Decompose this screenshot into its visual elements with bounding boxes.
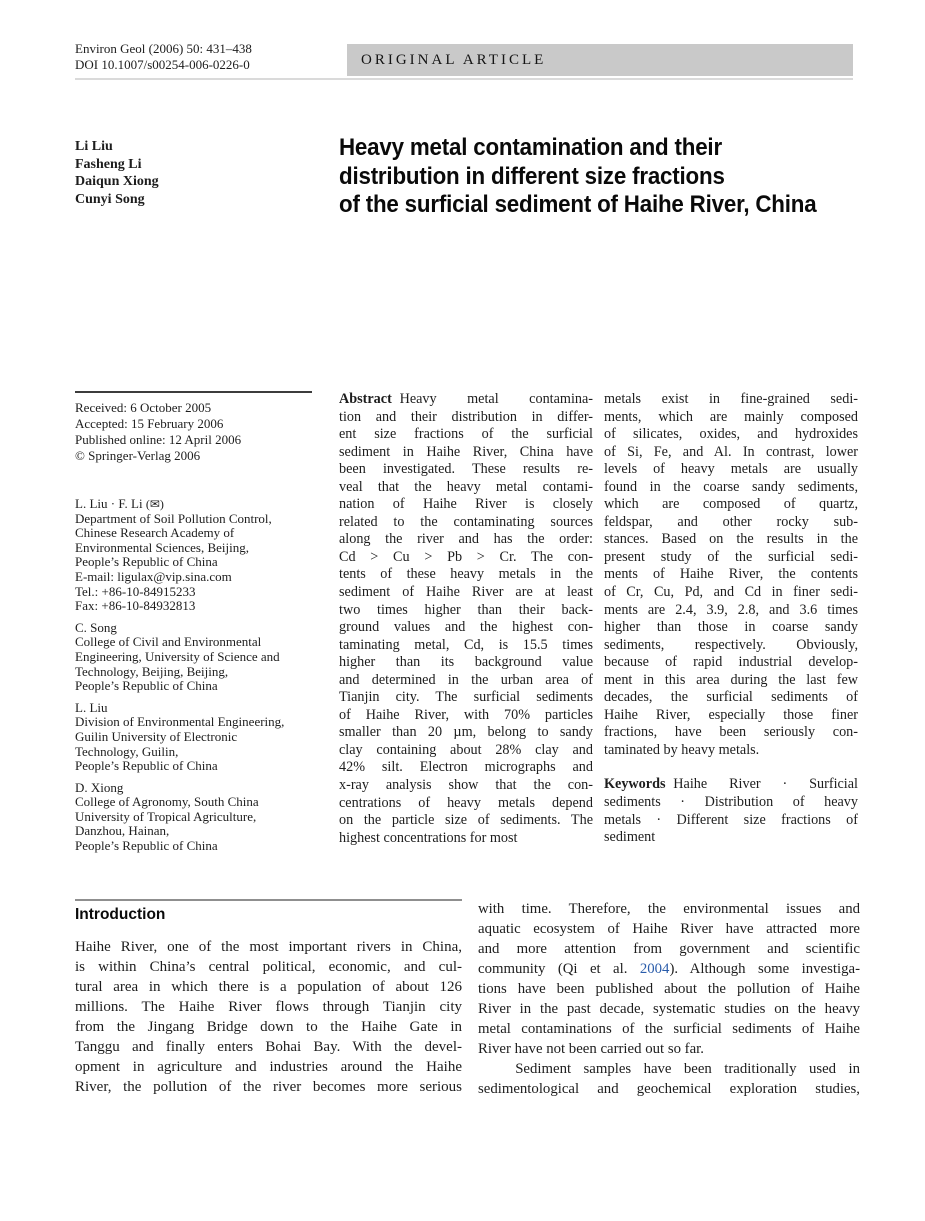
envelope-icon: (✉) bbox=[145, 497, 164, 511]
text-line: centrations of heavy metals depend bbox=[339, 794, 593, 811]
section-heading-introduction: Introduction bbox=[75, 906, 166, 923]
text-line: which are composed of quartz, bbox=[604, 496, 858, 513]
text-line: E-mail: ligulax@vip.sina.com bbox=[75, 568, 232, 584]
text-line: tents of these heavy metals in the bbox=[339, 566, 593, 583]
text-line: aquatic ecosystem of Haihe River have attracted more bbox=[478, 921, 860, 937]
text-line: Engineering, University of Science and bbox=[75, 648, 280, 664]
text-line: and determined in the urban area of bbox=[339, 671, 593, 688]
header-divider bbox=[75, 78, 853, 80]
text-line: Haihe River, one of the most important rivers in China, bbox=[75, 939, 462, 955]
text-line: related to the contaminating sources bbox=[339, 513, 593, 530]
text-line: Published online: 12 April 2006 bbox=[75, 432, 242, 447]
text-line: of silicates, oxides, and hydroxides bbox=[604, 426, 858, 443]
citation-line-after: ). Although some investiga- bbox=[669, 961, 860, 977]
affiliation-address bbox=[75, 635, 312, 693]
affiliation-address bbox=[75, 795, 312, 853]
abstract-col1-last-line: highest concentrations for most bbox=[339, 829, 518, 846]
text-line: Danzhou, Hainan, bbox=[75, 823, 170, 839]
sidebar-divider bbox=[75, 391, 312, 393]
text-line: clay containing about 28% clay and bbox=[339, 741, 593, 758]
citation-line bbox=[478, 959, 860, 979]
text-line: ments, which are mainly composed bbox=[604, 408, 858, 425]
text-line: found in the coarse sandy sediments, bbox=[604, 478, 858, 495]
article-sidebar bbox=[75, 391, 312, 854]
text-line: River in the past decade, systematic studies on the heavy bbox=[478, 1001, 860, 1017]
text-line: two times higher than their back- bbox=[339, 601, 593, 618]
text-line: with time. Therefore, the environmental issues and bbox=[478, 901, 860, 917]
text-line: Daiqun Xiong bbox=[75, 174, 159, 189]
text-line: fractions, have been seriously con- bbox=[604, 724, 858, 741]
text-line: Department of Soil Pollution Control, bbox=[75, 510, 272, 526]
text-line: veal that the heavy metal contami- bbox=[339, 478, 593, 495]
affiliation-address bbox=[75, 715, 312, 773]
abstract-first-line bbox=[339, 391, 593, 409]
text-line: Tel.: +86-10-84915233 bbox=[75, 583, 196, 599]
keywords-block bbox=[604, 776, 858, 846]
text-line: ments of Haihe River, the contents bbox=[604, 566, 858, 583]
text-line: higher than those in coarse sandy bbox=[604, 619, 858, 636]
affiliation-author-names: C. Song bbox=[75, 619, 117, 635]
text-line: People’s Republic of China bbox=[75, 838, 218, 854]
text-line: metals exist in fine-grained sedi- bbox=[604, 391, 858, 407]
affiliation-author-names: D. Xiong bbox=[75, 779, 124, 795]
text-line: Sediment samples have been traditionally used in bbox=[478, 1061, 860, 1077]
citation-link-qi-2004[interactable]: 2004 bbox=[639, 961, 670, 977]
text-line: tion and their distribution in differ- bbox=[339, 408, 593, 425]
text-line: Received: 6 October 2005 bbox=[75, 400, 212, 415]
text-line: sedimentological and geochemical exploration studies, bbox=[478, 1081, 860, 1097]
affiliation-author-names: L. Liu · F. Li bbox=[75, 496, 143, 511]
affiliation-address bbox=[75, 512, 312, 614]
abstract-label: Abstract bbox=[339, 391, 392, 407]
abstract-column-1 bbox=[339, 391, 593, 847]
introduction-right-column bbox=[478, 899, 860, 1099]
abstract-first-text: Heavy metal contamina- bbox=[399, 391, 593, 407]
text-line: smaller than 20 µm, belong to sandy bbox=[339, 724, 593, 741]
text-line: © Springer-Verlag 2006 bbox=[75, 448, 201, 463]
author-list bbox=[75, 138, 159, 208]
text-line: People’s Republic of China bbox=[75, 678, 218, 694]
affiliation-authors bbox=[75, 497, 312, 512]
text-line: Accepted: 15 February 2006 bbox=[75, 416, 224, 431]
text-line: been investigated. These results re- bbox=[339, 461, 593, 478]
text-line: Cd > Cu > Pb > Cr. The con- bbox=[339, 548, 593, 565]
keywords-first-text: Haihe River · Surficial bbox=[673, 776, 858, 793]
abstract-col2-lines bbox=[604, 391, 858, 742]
text-line: on the particle size of sediments. The bbox=[339, 812, 593, 829]
text-line: taminating metal, Cd, is 15.5 times bbox=[339, 636, 593, 653]
introduction-left-lines bbox=[75, 937, 462, 1097]
text-line: ground values and the highest con- bbox=[339, 619, 593, 636]
text-line: University of Tropical Agriculture, bbox=[75, 808, 257, 824]
text-line: Technology, Beijing, Beijing, bbox=[75, 663, 229, 679]
text-line: millions. The Haihe River flows through Tianjin city bbox=[75, 999, 462, 1015]
text-line: sediment in Haihe River, China have bbox=[339, 443, 593, 460]
citation-line-before: community (Qi et al. bbox=[478, 961, 640, 977]
abstract-col1-lines bbox=[339, 409, 593, 830]
introduction-right-lines-3 bbox=[478, 1059, 860, 1099]
affiliation-author-names: L. Liu bbox=[75, 699, 108, 715]
text-line: of Cr, Cu, Pd, and Cd in finer sedi- bbox=[604, 584, 858, 601]
text-line: People’s Republic of China bbox=[75, 554, 218, 570]
keywords-lines bbox=[604, 794, 858, 829]
journal-citation bbox=[75, 41, 252, 73]
text-line: sediment of Haihe River are at least bbox=[339, 584, 593, 601]
text-line: metals · Different size fractions of bbox=[604, 811, 858, 828]
text-line: People’s Republic of China bbox=[75, 758, 218, 774]
text-line: metal contaminations of the surficial sediments of Haihe bbox=[478, 1021, 860, 1037]
text-line: Environmental Sciences, Beijing, bbox=[75, 539, 250, 555]
text-line: Guilin University of Electronic bbox=[75, 728, 238, 744]
journal-citation-line: Environ Geol (2006) 50: 431–438 bbox=[75, 41, 252, 56]
affiliation-block bbox=[75, 621, 312, 694]
text-line: Chinese Research Academy of bbox=[75, 525, 235, 541]
keywords-label: Keywords bbox=[604, 776, 666, 793]
keywords-first-line bbox=[604, 776, 858, 794]
text-line: College of Civil and Environmental bbox=[75, 634, 262, 650]
text-line: of Haihe River, with 70% particles bbox=[339, 706, 593, 723]
text-line: Heavy metal contamination and their bbox=[339, 134, 722, 161]
publication-history bbox=[75, 400, 312, 464]
text-line: from the Jingang Bridge down to the Haihe Gate in bbox=[75, 1019, 462, 1035]
journal-doi: DOI 10.1007/s00254-006-0226-0 bbox=[75, 57, 250, 72]
text-line: and more attention from government and scientific bbox=[478, 941, 860, 957]
text-line: Tianjin city. The surficial sediments bbox=[339, 689, 593, 706]
text-line: stances. Based on the results in the bbox=[604, 531, 858, 548]
text-line: x-ray analysis show that the con- bbox=[339, 777, 593, 794]
text-line: ent size fractions of the surficial bbox=[339, 426, 593, 443]
text-line: of the surficial sediment of Haihe River, China bbox=[339, 191, 817, 218]
introduction-left-column bbox=[75, 899, 462, 1097]
text-line: nation of Haihe River is closely bbox=[339, 496, 593, 513]
text-line: along the river and has the order: bbox=[339, 531, 593, 548]
text-line: decades, the surficial sediments of bbox=[604, 689, 858, 706]
text-line: ments are 2.4, 3.9, 2.8, and 3.6 times bbox=[604, 601, 858, 618]
text-line: Technology, Guilin, bbox=[75, 743, 179, 759]
text-line: River, the pollution of the river becomes more serious bbox=[75, 1079, 462, 1095]
text-line: tural area in which there is a population of about 126 bbox=[75, 979, 462, 995]
affiliation-block bbox=[75, 701, 312, 774]
text-line: is within China’s central political, economic, and cul- bbox=[75, 959, 462, 975]
text-line: Fasheng Li bbox=[75, 156, 142, 172]
abstract-column-2 bbox=[604, 391, 858, 847]
keywords-last-line: sediment bbox=[604, 829, 656, 846]
abstract-col2-last-line: taminated by heavy metals. bbox=[604, 741, 760, 758]
text-line: Li Liu bbox=[75, 139, 113, 154]
introduction-paragraph-end: River have not been carried out so far. bbox=[478, 1041, 704, 1057]
introduction-right-lines-1 bbox=[478, 899, 860, 959]
affiliation-block bbox=[75, 781, 312, 854]
text-line: opment in agriculture and industries around the Haihe bbox=[75, 1059, 462, 1075]
text-line: of Si, Fe, and Al. In contrast, lower bbox=[604, 443, 858, 460]
text-line: Division of Environmental Engineering, bbox=[75, 714, 285, 730]
text-line: College of Agronomy, South China bbox=[75, 794, 259, 810]
text-line: Tanggu and finally enters Bohai Bay. With the devel- bbox=[75, 1039, 462, 1055]
text-line: present study of the surficial sedi- bbox=[604, 548, 858, 565]
text-line: higher than its background value bbox=[339, 654, 593, 671]
text-line: because of rapid industrial develop- bbox=[604, 654, 858, 671]
text-line: ment in this area during the last few bbox=[604, 671, 858, 688]
introduction-right-lines-2 bbox=[478, 979, 860, 1039]
text-line: feldspar, and other rocky sub- bbox=[604, 513, 858, 530]
text-line: sediments, respectively. Obviously, bbox=[604, 636, 858, 653]
text-line: tions have been published about the pollution of Haihe bbox=[478, 981, 860, 997]
article-title bbox=[339, 134, 860, 220]
article-type-banner: ORIGINAL ARTICLE bbox=[347, 44, 853, 76]
text-line: Fax: +86-10-84932813 bbox=[75, 598, 196, 614]
section-divider bbox=[75, 899, 462, 901]
text-line: Cunyi Song bbox=[75, 191, 145, 207]
text-line: levels of heavy metals are usually bbox=[604, 461, 858, 478]
text-line: sediments · Distribution of heavy bbox=[604, 794, 858, 811]
text-line: distribution in different size fractions bbox=[339, 162, 725, 190]
text-line: Haihe River, especially those finer bbox=[604, 706, 858, 723]
text-line: 42% silt. Electron micrographs and bbox=[339, 759, 593, 776]
affiliation-block bbox=[75, 497, 312, 614]
